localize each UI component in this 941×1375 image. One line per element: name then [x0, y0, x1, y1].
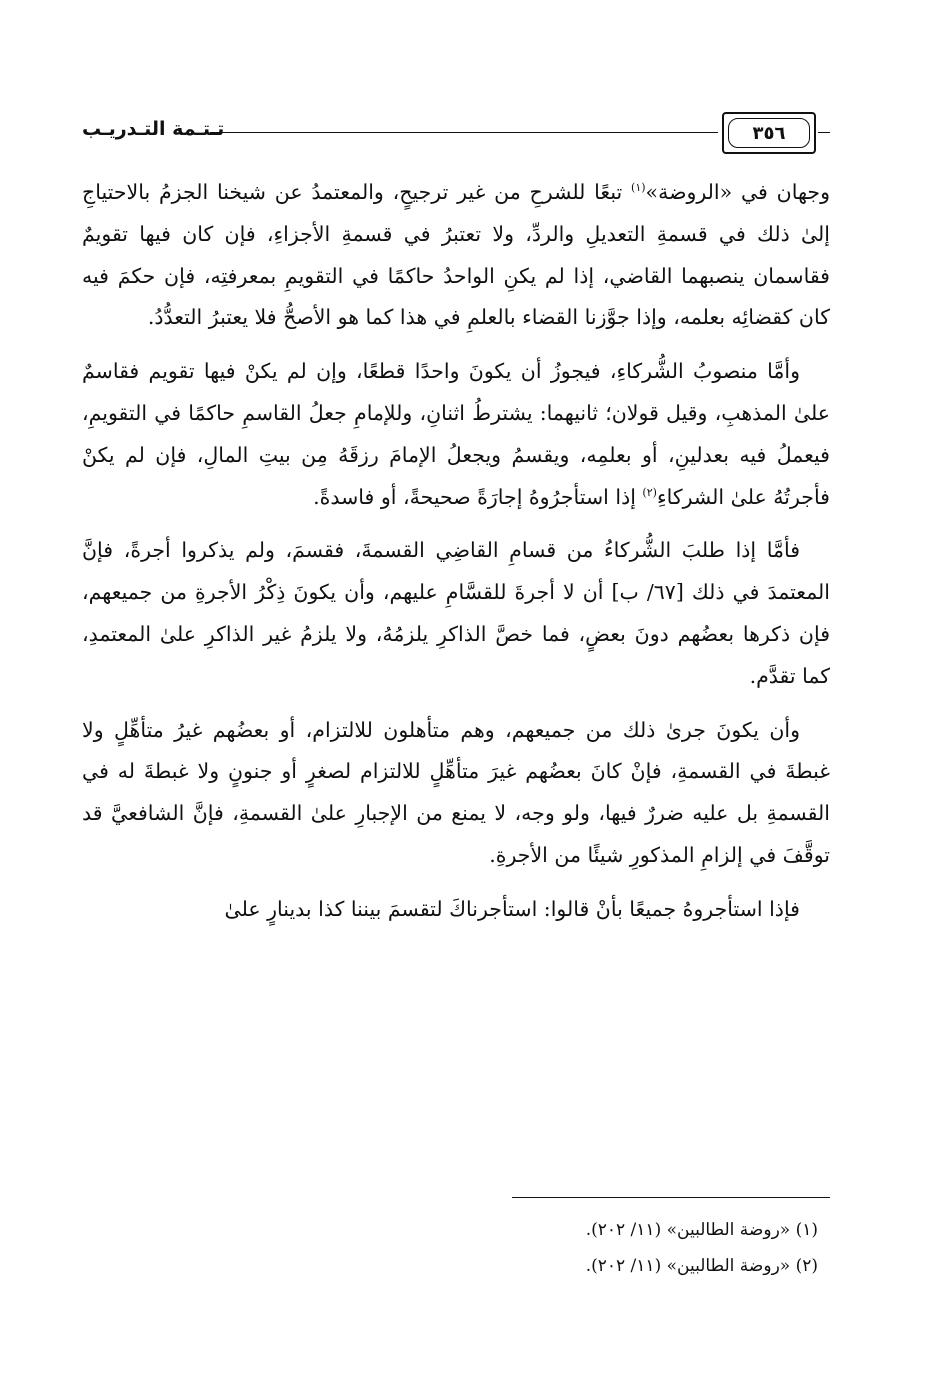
- footnote-separator: [512, 1197, 830, 1198]
- footnote: (٢) «روضة الطالبين» (١١/ ٢٠٢).: [585, 1256, 818, 1276]
- footnote: (١) «روضة الطالبين» (١١/ ٢٠٢).: [585, 1220, 818, 1240]
- page-number: ٣٥٦: [728, 118, 810, 148]
- paragraph: وجهان في «الروضة»$^{(١)}$ تبعًا للشرحِ من غير ترجيحٍ، والمعتمدُ عن شيخنا الجزمُ بالاحتياجِ إلىٰ ذلك في قسمةِ التعديلِ والردِّ، ولا تعتبرُ في قسمةِ الأجزاءِ، فإن كان فيها تقويمٌ فقاسمان ينصبهما القاضي، إذا لم يكنِ الواحدُ حاكمًا في التقويمِ بمعرفتِه، فإن حكمَ فيه كان كقضائِه بعلمه، وإذا جوَّزنا القضاء بالعلمِ في هذا كما هو الأصحُّ فلا يعتبرُ التعدُّدُ.: [82, 180, 830, 330]
- running-title: تـتـمة التـدريـب: [82, 118, 225, 140]
- footnote-ref: (١): [631, 181, 646, 195]
- paragraph: وأن يكونَ جرىٰ ذلك من جميعهم، وهم متأهلون للالتزام، أو بعضُهم غيرُ متأهِّلٍ ولا غبطةَ في القسمةِ، فإنْ كانَ بعضُهم غيرَ متأهِّلٍ للالتزام لصغرٍ أو جنونٍ ولا غبطةَ له في القسمةِ بل عليه ضررٌ فيها، ولو وجه، لا يمنع من الإجبارِ علىٰ القسمةِ، فإنَّ الشافعيَّ قد توقَّفَ في إلزامِ المذكورِ شيئًا من الأجرةِ.: [82, 717, 830, 867]
- footnote-ref: (٢): [642, 485, 657, 499]
- running-header: [82, 112, 830, 156]
- paragraph: وأمَّا منصوبُ الشُّركاءِ، فيجوزُ أن يكونَ واحدًا قطعًا، وإن لم يكنْ فيها تقويم فقاسمٌ علىٰ المذهبِ، وقيل قولان؛ ثانيهما: يشترطُ اثنانِ، وللإمامِ جعلُ القاسمِ حاكمًا في التقويمِ، فيعملُ فيه بعدلينِ، أو بعلمِه، ويقسمُ ويجعلُ الإمامَ رزقَهُ مِن بيتِ المالِ، فإن لم يكنْ فأجرتُهُ علىٰ الشركاءِ$^{(٢)}$ إذا استأجرُوهُ إجارَةً صحيحةً، أو فاسدةً.: [82, 359, 830, 509]
- header-rule-right: [818, 132, 830, 133]
- page-number-box: [722, 112, 816, 154]
- main-text: [82, 172, 830, 943]
- paragraph: فإذا استأجروهُ جميعًا بأنْ قالوا: استأجرناكَ لتقسمَ بيننا كذا بدينارٍ علىٰ: [224, 896, 800, 921]
- paragraph: فأمَّا إذا طلبَ الشُّركاءُ من قسامِ القاضِي القسمةَ، فقسمَ، ولم يذكروا أجرةً، فإنَّ المعتمدَ في ذلك [٦٧/ ب] أن لا أجرةَ للقسَّامِ عليهم، وأن يكونَ ذِكْرُ الأجرةِ من جميعهم، فإن ذكرها بعضُهم دونَ بعضٍ، فما خصَّ الذاكرِ يلزمُهُ، ولا يلزمُ غير الذاكرِ علىٰ المعتمدِ، كما تقدَّم.: [82, 538, 830, 688]
- footnotes: [82, 1212, 830, 1284]
- header-rule: [210, 132, 718, 133]
